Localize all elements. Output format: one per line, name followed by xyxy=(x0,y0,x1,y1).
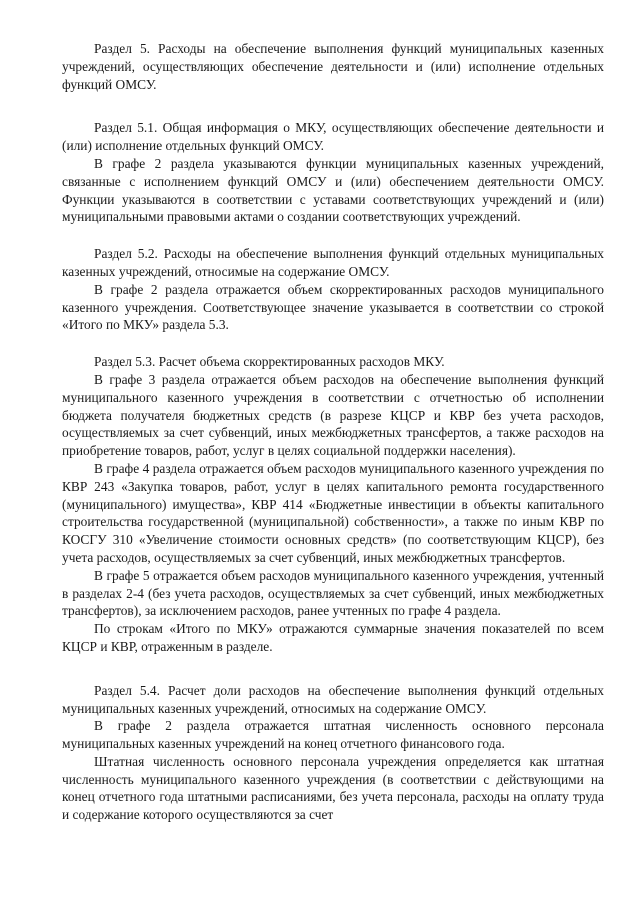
section-5-4-heading: Раздел 5.4. Расчет доли расходов на обеспечение выполнения функций отдельных муниципальных казенных учреждений, относимых на содержание ОМСУ. xyxy=(62,682,604,716)
section-5-3-heading: Раздел 5.3. Расчет объема скорректированных расходов МКУ. xyxy=(94,354,445,370)
section-5-2-heading: Раздел 5.2. Расходы на обеспечение выполнения функций отдельных муниципальных казенных учреждений, относимые на содержание ОМСУ. xyxy=(62,246,604,279)
section-5-3-paragraph-1: В графе 3 раздела отражается объем расходов на обеспечение выполнения функций муниципального казенного учреждения в соответствии с отчетностью об исполнении бюджета получателя бюджетных средств (в разрезе КЦСР и КВР без учета расходов, осуществляемых за счет субвенций, иных межбюджетных трансфертов, а также расходов на приобретение товаров, работ, услуг в целях социальной поддержки населения). xyxy=(62,371,604,459)
section-5-1-paragraph: В графе 2 раздела указываются функции муниципальных казенных учреждений, связанные с исполнением функций ОМСУ и (или) обеспечением деятельности ОМСУ. Функции указываются в соответствии с уставами соответствующих учреждений и (или) муниципальными правовыми актами о создании соответствующих учреждений. xyxy=(62,155,604,225)
section-5-heading: Раздел 5. Расходы на обеспечение выполнения функций муниципальных казенных учреждений, осуществляющих обеспечение деятельности и (или) исполнение отдельных функций ОМСУ. xyxy=(62,41,604,92)
section-5-4-paragraph-2: Штатная численность основного персонала учреждения определяется как штатная численность муниципального казенного учреждения (в соответствии с действующими на конец отчетного года штатными расписаниями, без учета персонала, расходы на оплату труда и содержание которого осуществляются за счет xyxy=(62,753,604,823)
section-5-2-paragraph: В графе 2 раздела отражается объем скорректированных расходов муниципального казенного учреждения. Соответствующее значение указывается в соответствии со строкой «Итого по МКУ» раздела 5.3. xyxy=(62,281,604,333)
section-5-3-paragraph-2: В графе 4 раздела отражается объем расходов муниципального казенного учреждения по КВР 243 «Закупка товаров, работ, услуг в целях капитального ремонта государственного (муниципального) имущества», КВР 414 «Бюджетные инвестиции в объекты капитального строительства государственной (муниципальной) собственности», а также по иным КВР по КОСГУ 310 «Увеличение стоимости основных средств» (по соответствующим КЦСР), без учета расходов, осуществляемых за счет субвенций, иных межбюджетных трансфертов. xyxy=(62,460,604,565)
section-5-1-heading: Раздел 5.1. Общая информация о МКУ, осуществляющих обеспечение деятельности и (или) исполнение отдельных функций ОМСУ. xyxy=(62,120,604,154)
section-5-3-paragraph-4: По строкам «Итого по МКУ» отражаются суммарные значения показателей по всем КЦСР и КВР, отраженным в разделе. xyxy=(62,621,604,654)
document-page xyxy=(62,40,604,824)
section-5-4-paragraph-1: В графе 2 раздела отражается штатная численность основного персонала муниципальных казенных учреждений на конец отчетного финансового года. xyxy=(62,718,604,752)
section-5-3-paragraph-3: В графе 5 отражается объем расходов муниципального казенного учреждения, учтенный в разделах 2-4 (без учета расходов, осуществляемых за счет субвенций, иных межбюджетных трансфертов), за исключением расходов, ранее учтенных по графе 4 раздела. xyxy=(62,567,604,619)
